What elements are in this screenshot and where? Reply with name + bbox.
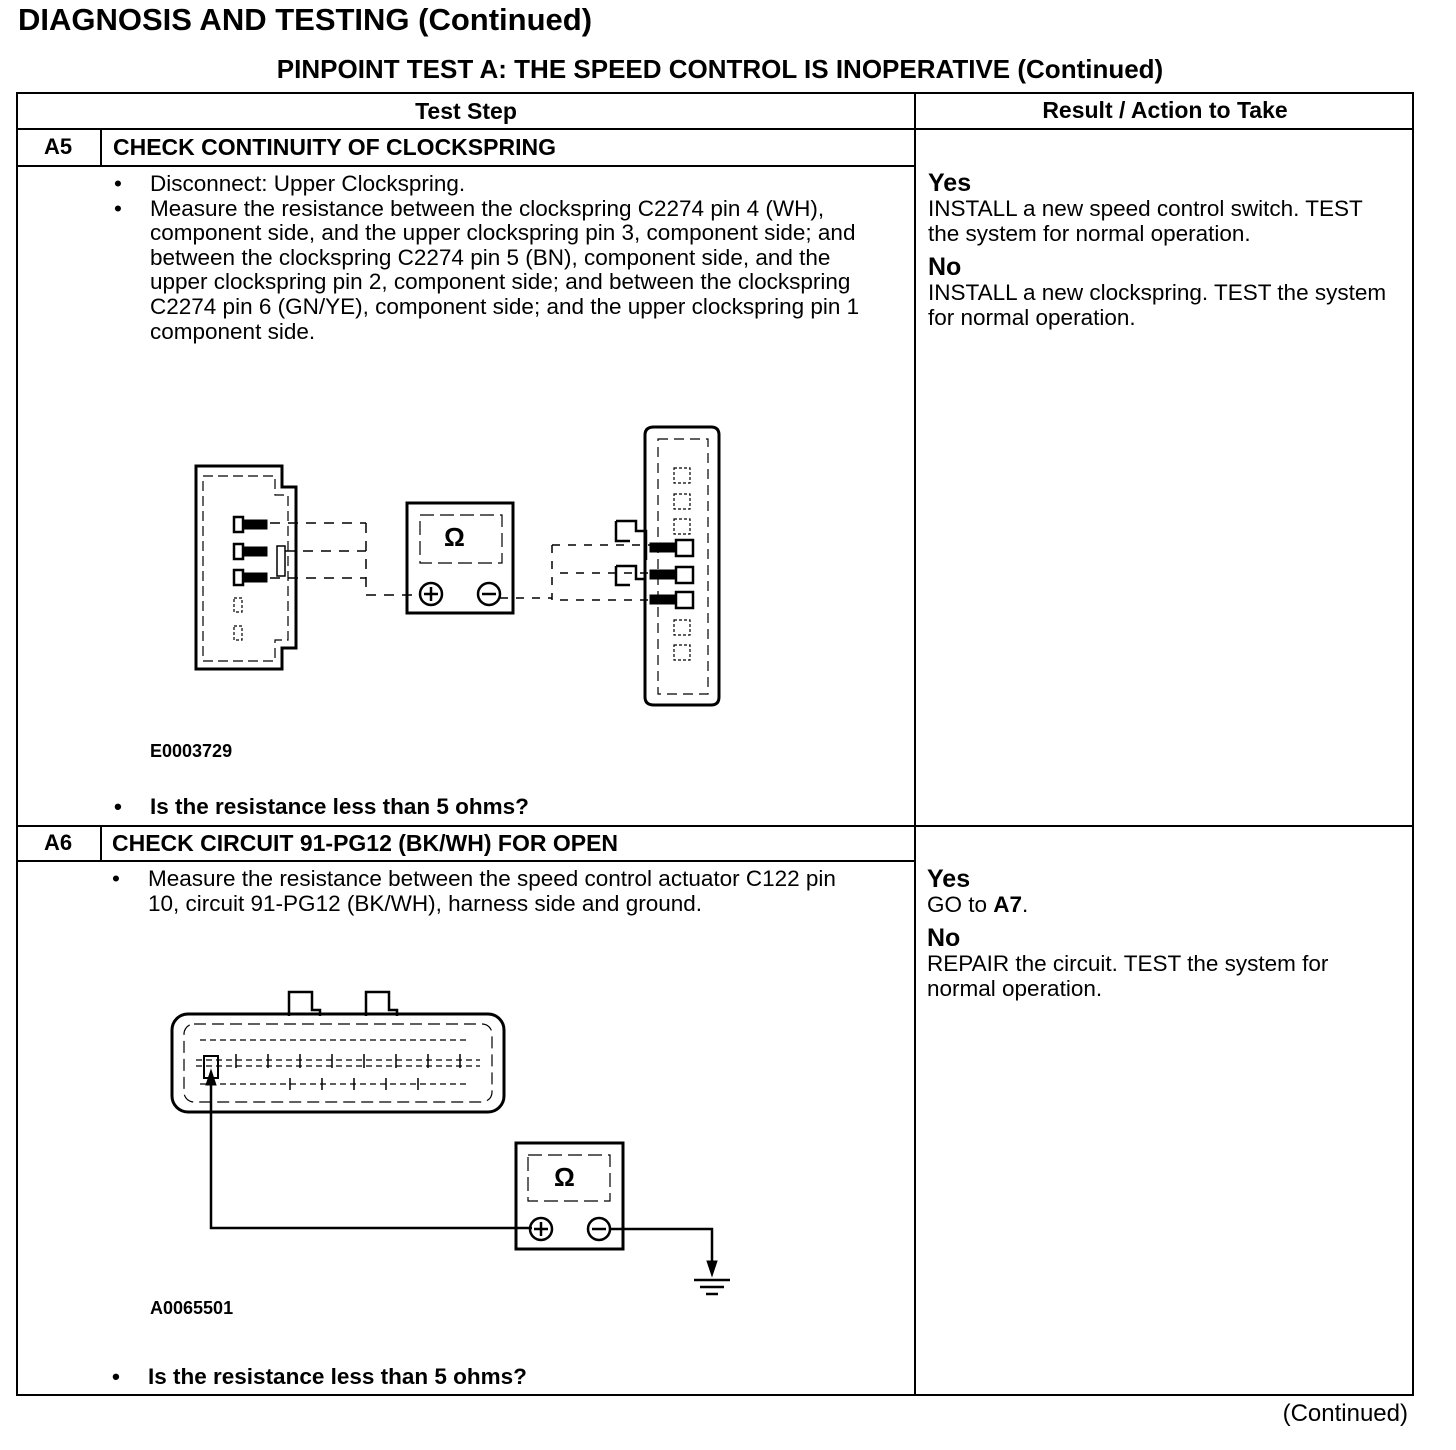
ohmmeter-a6 xyxy=(516,1143,623,1249)
a5-bullet-disconnect: • Disconnect: Upper Clockspring. xyxy=(114,172,874,197)
a5-no-label: No xyxy=(928,253,962,281)
figure-id-a6: A0065501 xyxy=(150,1298,234,1318)
pinpoint-test-title: PINPOINT TEST A: THE SPEED CONTROL IS INOPERATIVE (Continued) xyxy=(276,54,1164,84)
step-title-a6: CHECK CIRCUIT 91-PG12 (BK/WH) FOR OPEN xyxy=(112,830,619,856)
a6-yes-suffix: . xyxy=(1022,892,1029,917)
figure-id-a5: E0003729 xyxy=(150,741,233,761)
a6-yes-prefix: GO to xyxy=(927,892,994,917)
a5-yes-label: Yes xyxy=(928,169,972,197)
a6-yes-label: Yes xyxy=(927,865,971,893)
a6-question-text: • Is the resistance less than 5 ohms? xyxy=(112,1365,872,1390)
ohm-symbol-a5: Ω xyxy=(444,522,465,552)
a6-no-label: No xyxy=(927,924,961,952)
column-header-result: Result / Action to Take xyxy=(1042,97,1288,123)
a6-question xyxy=(112,1365,872,1390)
a6-no-action: REPAIR the circuit. TEST the system for normal operation. xyxy=(927,951,1329,1001)
a5-question-text: • Is the resistance less than 5 ohms? xyxy=(114,795,874,820)
step-title-a5: CHECK CONTINUITY OF CLOCKSPRING xyxy=(113,134,556,160)
actuator-c122-connector xyxy=(172,992,504,1112)
page-continued-note: (Continued) xyxy=(1282,1400,1408,1427)
a5-bullet-measure: • Measure the resistance between the clockspring C2274 pin 4 (WH), component side, and the upper clockspring pin 3, component side; and between the clockspring C2274 pin 5 (BN), component side, and the upper clockspring pin 2, component side; and between the clockspring C2274 pin 6 (GN/YE), component side; and the upper clockspring pin 1 component side. xyxy=(114,197,874,345)
a6-bullet-measure: • Measure the resistance between the speed control actuator C122 pin 10, circuit 91-PG12 (BK/WH), harness side and ground. xyxy=(112,867,872,916)
page-title: DIAGNOSIS AND TESTING (Continued) xyxy=(18,2,593,37)
a6-result xyxy=(927,866,1397,1009)
ohm-symbol-a6: Ω xyxy=(554,1162,575,1192)
column-header-test-step: Test Step xyxy=(415,98,517,124)
test-lead-negative xyxy=(610,1229,712,1262)
ground-icon xyxy=(694,1280,730,1294)
step-id-a5: A5 xyxy=(43,134,73,159)
a6-yes-action xyxy=(927,892,1397,917)
a5-no-action: INSTALL a new clockspring. TEST the system for normal operation. xyxy=(928,280,1387,330)
step-id-a6: A6 xyxy=(43,830,73,855)
a6-goto-step-link[interactable]: A7 xyxy=(993,892,1023,917)
a5-yes-action: INSTALL a new speed control switch. TEST the system for normal operation. xyxy=(928,196,1363,246)
